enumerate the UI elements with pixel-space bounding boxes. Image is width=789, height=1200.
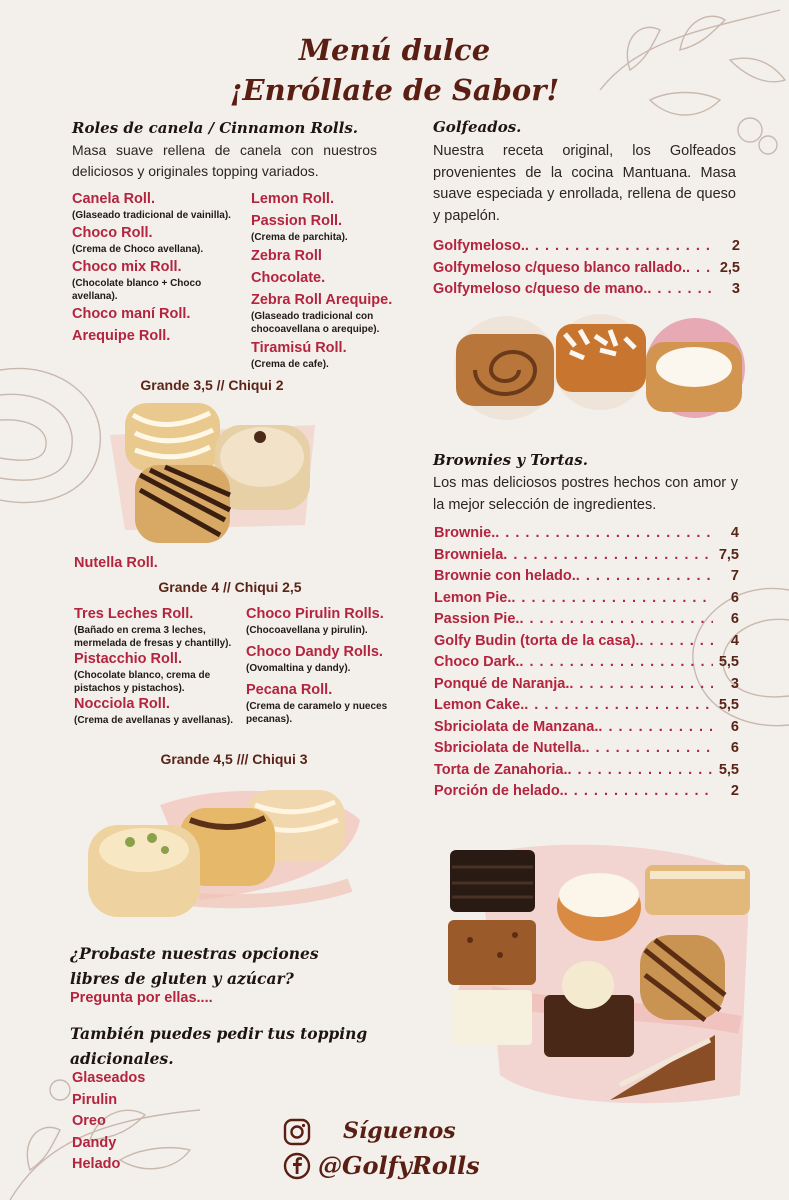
leader-dots xyxy=(519,652,713,674)
price-row xyxy=(433,279,740,301)
price-row xyxy=(434,695,739,717)
gluten-free-ask: Pregunta por ellas.... xyxy=(70,990,213,1006)
leader-dots xyxy=(567,760,713,782)
leader-dots xyxy=(569,674,713,696)
price-row xyxy=(433,258,740,280)
price-row xyxy=(433,236,740,258)
golfeados-photo xyxy=(450,312,750,424)
item-price: 2 xyxy=(730,783,739,799)
item-note: (Crema de Choco avellana). xyxy=(72,244,204,255)
cinnamon-list-col1 xyxy=(72,190,250,346)
item-name: Tiramisú Roll. xyxy=(251,340,347,356)
menu-item xyxy=(72,224,250,256)
topping-item: Helado xyxy=(72,1156,121,1172)
item-price: 3 xyxy=(730,675,739,692)
item-price: 5,5 xyxy=(718,654,739,670)
price-group-1: Grande 3,5 // Chiqui 2 xyxy=(140,377,284,393)
leader-dots xyxy=(586,738,714,760)
item-price: 4 xyxy=(730,632,739,649)
leader-dots xyxy=(525,236,714,258)
item-name: Ponqué de Naranja. xyxy=(434,675,570,692)
cinnamon-list-col3 xyxy=(74,605,246,727)
brownies-section-title: Brownies y Tortas. xyxy=(433,451,588,469)
item-note: (Chocolate blanco, crema de pistachos y pistachos). xyxy=(74,670,211,694)
brownies-price-list xyxy=(434,523,739,803)
item-price: 6 xyxy=(730,589,739,606)
cinnamon-list-col4 xyxy=(246,605,411,726)
facebook-icon[interactable] xyxy=(283,1152,311,1180)
item-name: Brownie. xyxy=(434,525,496,541)
menu-item xyxy=(74,650,246,695)
menu-item xyxy=(246,681,411,726)
cinnamon-roll-decoration-left xyxy=(0,350,110,520)
item-name: Browniela xyxy=(434,546,504,563)
menu-item xyxy=(72,190,250,222)
price-group-2: Grande 4 // Chiqui 2,5 xyxy=(158,579,302,595)
price-row xyxy=(434,588,739,610)
menu-title-line2: ¡Enróllate de Sabor! xyxy=(229,73,560,107)
price-row xyxy=(434,609,739,631)
item-price: 6 xyxy=(730,740,739,756)
item-name: Choco Pirulin Rolls. xyxy=(246,606,384,622)
price-row xyxy=(434,566,739,588)
leader-dots xyxy=(495,523,713,545)
cinnamon-description: Masa suave rellena de canela con nuestros deliciosos y originales topping variados. xyxy=(72,142,377,179)
price-row xyxy=(434,674,739,696)
menu-item xyxy=(72,258,250,303)
cinnamon-section-title: Roles de canela / Cinnamon Rolls. xyxy=(72,119,358,137)
menu-item xyxy=(251,212,411,244)
leader-dots xyxy=(598,717,713,739)
item-name: Pistacchio Roll. xyxy=(74,651,182,667)
item-name: Lemon Cake. xyxy=(434,697,525,713)
brownies-description: Los mas deliciosos postres hechos con amor y la mejor selección de ingredientes. xyxy=(433,475,738,513)
item-note: (Glaseado tradicional con chocoavellana o arequipe). xyxy=(251,311,380,335)
item-price: 2 xyxy=(731,238,740,254)
item-name: Golfymeloso c/queso blanco rallado. xyxy=(433,259,686,276)
item-price: 5,5 xyxy=(718,761,739,778)
item-name: Sbriciolata de Manzana. xyxy=(434,718,599,735)
brownies-cakes-photo xyxy=(440,835,760,1110)
item-price: 7,5 xyxy=(718,546,739,563)
item-name: Choco Dandy Rolls. xyxy=(246,644,383,660)
item-name: Passion Pie. xyxy=(434,611,520,627)
item-name: Golfy Budin (torta de la casa). xyxy=(434,632,640,649)
item-name: Choco Roll. xyxy=(72,225,153,241)
item-name: Torta de Zanahoria. xyxy=(434,761,568,778)
menu-item xyxy=(74,695,246,727)
leader-dots xyxy=(519,609,713,631)
price-row xyxy=(434,523,739,545)
item-name: Choco mix Roll. xyxy=(72,259,182,275)
menu-item xyxy=(251,269,411,288)
item-price: 6 xyxy=(730,718,739,735)
item-note: (Bañado en crema 3 leches, mermelada de fresas y chantilly). xyxy=(74,625,232,649)
golfeados-section-title: Golfeados. xyxy=(433,118,522,136)
cinnamon-rolls-photo-2 xyxy=(80,780,370,930)
topping-item: Dandy xyxy=(72,1134,117,1151)
item-name: Choco Dark. xyxy=(434,654,520,670)
leader-dots xyxy=(524,695,713,717)
leader-dots xyxy=(686,258,714,280)
item-name: Sbriciolata de Nutella. xyxy=(434,740,586,756)
menu-item xyxy=(72,327,250,346)
menu-item xyxy=(251,247,411,266)
price-row xyxy=(434,545,739,567)
item-price: 4 xyxy=(730,525,739,541)
golfeados-description: Nuestra receta original, los Golfeados provenientes de la cocina Mantuana. Masa suave especiada y enrollada, rellena de queso y papelón. xyxy=(433,143,736,224)
item-name: Golfymeloso c/queso de mano. xyxy=(433,281,648,297)
item-note: (Chocolate blanco + Choco avellana). xyxy=(72,278,202,302)
topping-item: Pirulin xyxy=(72,1091,118,1108)
item-name: Brownie con helado. xyxy=(434,568,576,584)
cinnamon-list-col2 xyxy=(251,190,411,371)
item-name: Lemon Roll. xyxy=(251,191,334,207)
menu-item xyxy=(251,291,411,336)
price-row xyxy=(434,781,739,803)
item-price: 5,5 xyxy=(718,697,739,713)
price-row xyxy=(434,652,739,674)
item-name: Choco maní Roll. xyxy=(72,306,191,322)
item-price: 2,5 xyxy=(719,259,740,276)
toppings-title: También puedes pedir tus topping adicionales. xyxy=(70,1024,368,1068)
price-row xyxy=(434,738,739,760)
nutella-roll: Nutella Roll. xyxy=(74,555,158,571)
leader-dots xyxy=(564,781,713,803)
item-name: Zebra Roll Arequipe. xyxy=(251,292,393,308)
item-price: 7 xyxy=(730,568,739,584)
golfeados-price-list xyxy=(433,236,740,301)
item-note: (Crema de cafe). xyxy=(251,359,329,370)
gluten-free-question: ¿Probaste nuestras opciones libres de gluten y azúcar? xyxy=(70,944,319,988)
toppings-list xyxy=(72,1068,145,1176)
topping-item: Glaseados xyxy=(72,1070,146,1086)
item-note: (Chocoavellana y pirulin). xyxy=(246,625,368,636)
item-name: Passion Roll. xyxy=(251,213,343,229)
item-name: Canela Roll. xyxy=(72,191,155,207)
price-row xyxy=(434,760,739,782)
leader-dots xyxy=(639,631,713,653)
item-price: 3 xyxy=(731,281,740,297)
price-row xyxy=(434,717,739,739)
item-note: (Crema de parchita). xyxy=(251,232,348,243)
menu-title-line1: Menú dulce xyxy=(298,33,491,67)
item-note: (Crema de avellanas y avellanas). xyxy=(74,715,233,726)
item-name: Golfymeloso. xyxy=(433,238,525,254)
item-name: Arequipe Roll. xyxy=(72,328,171,344)
instagram-icon[interactable] xyxy=(283,1118,311,1146)
item-name: Pecana Roll. xyxy=(246,682,333,698)
menu-item xyxy=(246,605,411,637)
leader-dots xyxy=(576,566,713,588)
item-name: Zebra Roll xyxy=(251,248,322,264)
price-row xyxy=(434,631,739,653)
leader-dots xyxy=(503,545,713,567)
price-group-3: Grande 4,5 /// Chiqui 3 xyxy=(160,751,308,767)
item-price: 6 xyxy=(730,611,739,627)
leader-dots xyxy=(511,588,713,610)
social-handle[interactable]: @GolfyRolls xyxy=(318,1151,480,1180)
menu-item xyxy=(251,339,411,371)
item-name: Porción de helado. xyxy=(434,783,564,799)
topping-item: Oreo xyxy=(72,1113,106,1129)
cinnamon-rolls-photo-1 xyxy=(105,395,320,550)
menu-item xyxy=(251,190,411,209)
item-note: (Crema de caramelo y nueces pecanas). xyxy=(246,701,388,725)
item-note: (Ovomaltina y dandy). xyxy=(246,663,351,674)
item-name: Chocolate. xyxy=(251,270,326,286)
leader-dots xyxy=(647,279,714,301)
item-name: Tres Leches Roll. xyxy=(74,606,194,622)
menu-item xyxy=(246,643,411,675)
follow-text: Síguenos xyxy=(343,1118,456,1144)
item-name: Nocciola Roll. xyxy=(74,696,170,712)
menu-item xyxy=(74,605,246,650)
item-name: Lemon Pie. xyxy=(434,589,512,606)
menu-item xyxy=(72,305,250,324)
item-note: (Glaseado tradicional de vainilla). xyxy=(72,210,231,221)
